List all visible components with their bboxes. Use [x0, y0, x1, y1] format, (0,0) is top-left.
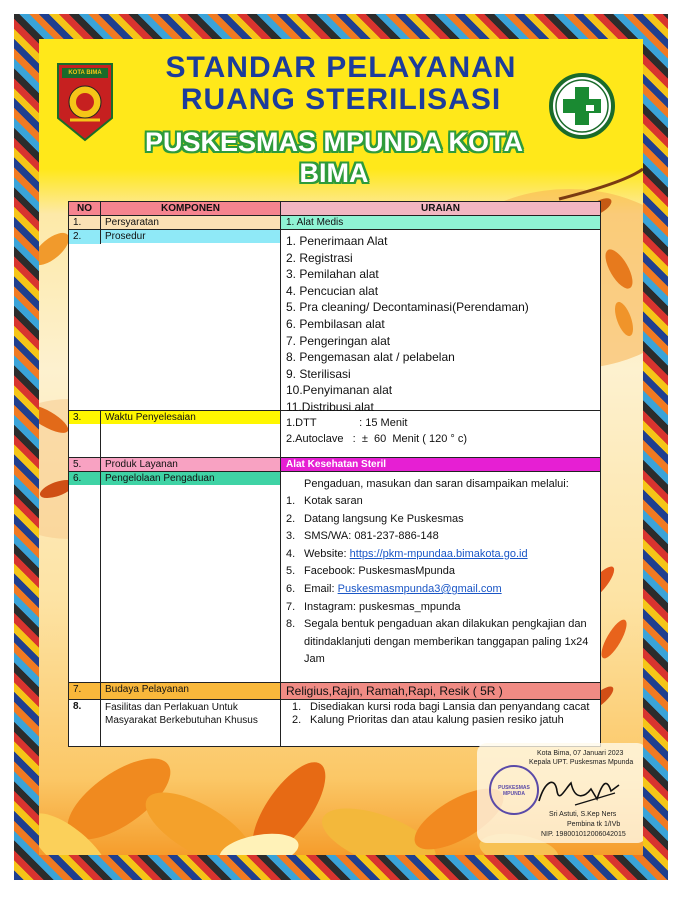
list-item: 9. Sterilisasi	[286, 366, 351, 381]
poster	[14, 14, 668, 880]
email-link[interactable]: Puskesmasmpunda3@gmail.com	[337, 582, 502, 595]
row-komponen: Persyaratan	[101, 216, 281, 229]
row-komponen: Budaya Pelayanan	[101, 683, 281, 699]
website-link[interactable]: https://pkm-mpundaa.bimakota.go.id	[349, 547, 528, 560]
row-komponen: Fasilitas dan Perlakuan Untuk Masyarakat Berkebutuhan Khusus	[101, 700, 281, 746]
row-number: 3.	[69, 411, 101, 457]
time-dtt: 1.DTT : 15 Menit	[286, 417, 408, 429]
list-item: 2. Registrasi	[286, 250, 353, 265]
row-komponen: Produk Layanan	[101, 458, 281, 471]
position-title: Kepala UPT. Puskesmas Mpunda	[529, 759, 634, 766]
list-item: 2. Datang langsung Ke Puskesmas	[286, 512, 464, 525]
row-uraian: Religius,Rajin, Ramah,Rapi, Resik ( 5R )	[281, 683, 600, 699]
row-number: 8.	[69, 700, 101, 746]
list-item: 3. SMS/WA: 081-237-886-148	[286, 530, 439, 543]
row-number: 2.	[69, 230, 101, 244]
complaint-list	[286, 493, 595, 669]
list-item: 7. Instagram: puskesmas_mpunda	[286, 600, 461, 613]
row-komponen: Prosedur	[101, 230, 281, 410]
table-row	[69, 700, 600, 746]
row-number: 7.	[69, 683, 101, 699]
list-item: 5. Pra cleaning/ Decontaminasi(Perendaman)	[286, 300, 529, 315]
list-item: 8. Segala bentuk pengaduan akan dilakukan pengkajian dan ditindaklanjuti dengan memberikan tanggapan paling 1x24 Jam	[286, 618, 589, 666]
row-komponen: Pengelolaan Pengaduan	[101, 472, 281, 682]
table-row	[69, 683, 600, 700]
table-row	[69, 411, 600, 458]
row-number: 6.	[69, 472, 101, 682]
header-komponen: KOMPONEN	[101, 202, 281, 215]
header-no: NO	[69, 202, 101, 215]
row-number: 5.	[69, 458, 101, 471]
complaint-intro: Pengaduan, masukan dan saran disampaikan melalui:	[304, 478, 569, 490]
list-item: 8. Pengemasan alat / pelabelan	[286, 350, 455, 365]
table-row	[69, 216, 600, 230]
poster-content	[39, 39, 643, 855]
list-item: 6. Email: Puskesmasmpunda3@gmail.com	[286, 581, 595, 599]
facility-list	[286, 701, 595, 727]
procedure-list	[286, 233, 595, 416]
signer-name: Sri Astuti, S.Kep Ners	[549, 811, 617, 818]
list-item: 1. Penerimaan Alat	[286, 234, 388, 248]
title-line-2: RUANG STERILISASI	[180, 83, 502, 116]
list-item: 2. Kalung Prioritas dan atau kalung pasien resiko jatuh	[292, 714, 564, 726]
table-row	[69, 230, 600, 414]
list-item: 3. Pemilahan alat	[286, 267, 379, 282]
place-date: Kota Bima, 07 Januari 2023	[537, 750, 624, 757]
row-uraian	[281, 411, 600, 457]
list-item: 4. Website: https://pkm-mpundaa.bimakota.go.id	[286, 546, 595, 564]
row-uraian	[281, 472, 600, 682]
signer-nip: NIP. 198001012006042015	[541, 831, 626, 838]
subtitle: PUSKESMAS MPUNDA KOTA BIMA	[144, 127, 523, 188]
list-item: 10.Penyimanan alat	[286, 383, 393, 398]
list-item: 1. Kotak saran	[286, 495, 363, 507]
service-standard-table	[68, 201, 601, 747]
table-header-row	[69, 202, 600, 216]
list-item: 4. Pencucian alat	[286, 283, 379, 298]
list-item: 5. Facebook: PuskesmasMpunda	[286, 565, 456, 578]
row-komponen: Waktu Penyelesaian	[101, 411, 281, 457]
signature-block	[477, 743, 643, 843]
title-line-1: STANDAR PELAYANAN	[165, 51, 517, 84]
table-row	[69, 458, 600, 472]
puskesmas-cross-logo-icon	[549, 73, 615, 139]
list-item: 1. Disediakan kursi roda bagi Lansia dan penyandang cacat	[292, 701, 590, 713]
row-uraian	[281, 230, 600, 414]
signer-rank: Pembina tk 1/IVb	[567, 821, 621, 828]
official-stamp: PUSKESMAS MPUNDA	[489, 765, 539, 815]
list-item: 7. Pengeringan alat	[286, 333, 391, 348]
row-uraian: 1. Alat Medis	[281, 216, 600, 229]
header-uraian: URAIAN	[281, 202, 600, 215]
table-row	[69, 472, 600, 683]
emblem-label: KOTA BIMA	[68, 70, 102, 76]
time-autoclave: 2.Autoclave : ± 60 Menit ( 120 ° c)	[286, 433, 468, 445]
row-uraian: Alat Kesehatan Steril	[281, 458, 600, 471]
row-uraian	[281, 700, 600, 746]
handwritten-signature	[535, 771, 625, 811]
list-item: 11.Distribusi alat	[286, 399, 374, 414]
list-item: 6. Pembilasan alat	[286, 316, 385, 331]
row-number: 1.	[69, 216, 101, 229]
